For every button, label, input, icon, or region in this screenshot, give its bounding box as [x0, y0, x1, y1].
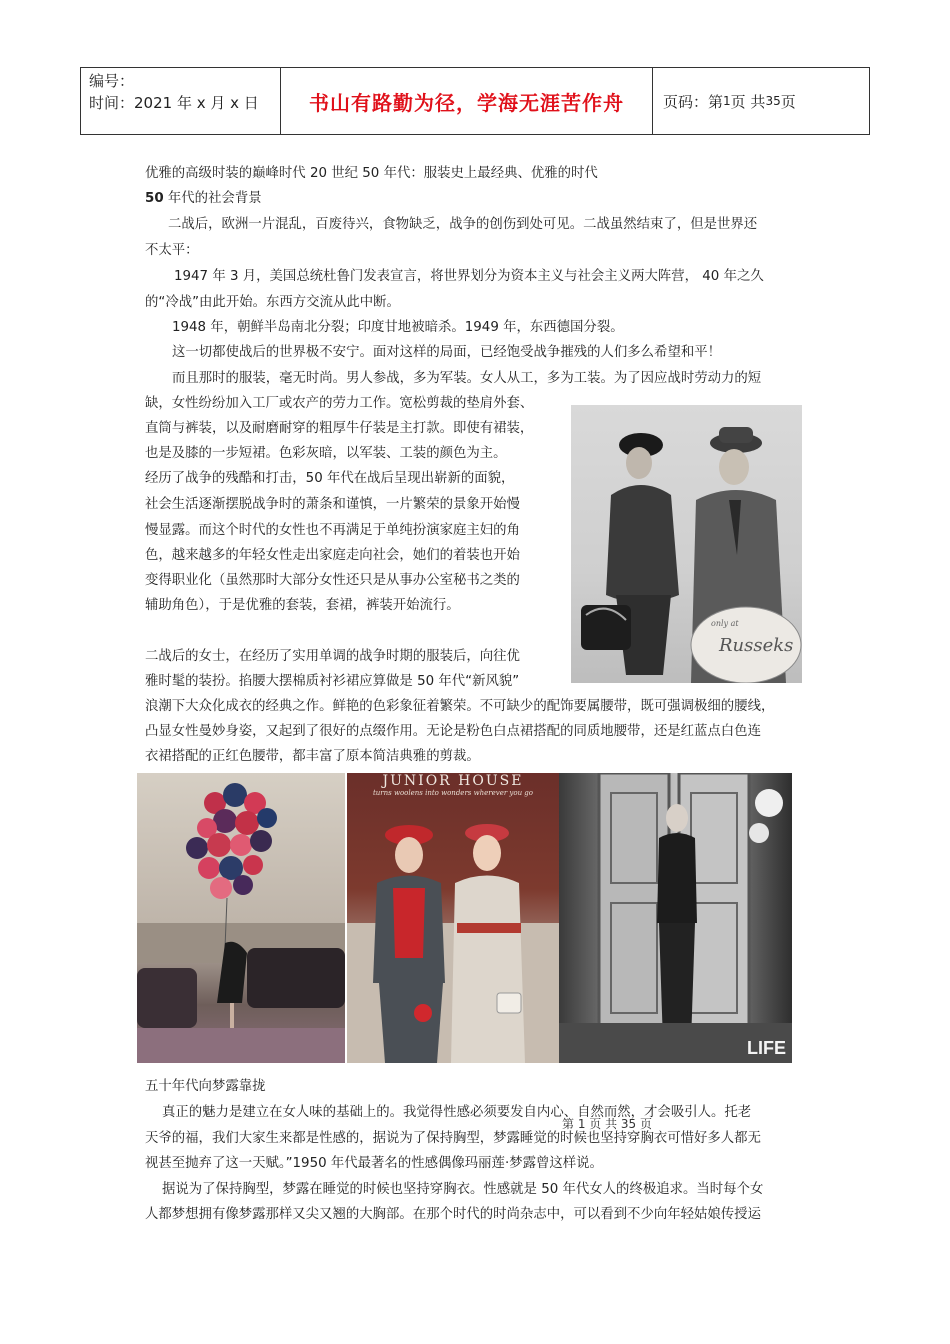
document-header [80, 67, 870, 135]
header-motto: 书山有路勤为径，学海无涯苦作舟 [281, 68, 653, 134]
section-heading-bold: 50 [145, 191, 164, 206]
page-suffix: 页 [780, 92, 796, 111]
paragraph-line: 的“冷战”由此开始。东西方交流从此中断。 [145, 295, 400, 310]
header-page-cell [653, 68, 869, 134]
paragraph-line: 辅助角色），于是优雅的套装，套裙，裤装开始流行。 [145, 598, 460, 613]
page-prefix: 页码：第 [663, 92, 724, 111]
paragraph-line: 这一切都使战后的世界极不安宁。面对这样的局面，已经饱受战争摧残的人们多么希望和平！ [172, 345, 722, 360]
fashion-photo-life [559, 773, 792, 1063]
paragraph-line: 也是及膝的一步短裙。色彩灰暗，以军装、工装的颜色为主。 [145, 446, 507, 461]
paragraph-line: 而且那时的服装，毫无时尚。男人参战，多为军装。女人从工，多为工装。为了因应战时劳动力的短 [172, 371, 762, 386]
page-total: 35 [765, 94, 781, 108]
page-number: 1 [723, 94, 731, 108]
paragraph-line: 真正的魅力是建立在女人味的基础上的。我觉得性感必须要发自内心、自然而然，才会吸引人。托老 [162, 1105, 752, 1120]
section-heading-1 [145, 186, 262, 212]
balloons-illustration [137, 773, 345, 1063]
magazine-subtitle: turns woolens into wonders wherever you go [372, 789, 534, 797]
paragraph-line: 二战后的女士，在经历了实用单调的战争时期的服装后，向往优 [145, 649, 520, 664]
paragraph-line: 凸显女性曼妙身姿，又起到了很好的点缀作用。无论是粉色白点裙搭配的同质地腰带，还是红蓝点白色连 [145, 724, 761, 739]
page-footer: 第 1 页 共 35 页 [562, 1117, 652, 1131]
fashion-photo-junior-house [347, 773, 559, 1063]
paragraph-line: 社会生活逐渐摆脱战争时的萧条和谨慎，一片繁荣的景象开始慢 [145, 497, 520, 512]
doc-title: 优雅的高级时装的巅峰时代 20 世纪 50 年代：服装史上最经典、优雅的时代 [145, 166, 598, 181]
paragraph-line: 视甚至抛弃了这一天赋。”1950 年代最著名的性感偶像玛丽莲·梦露曾这样说。 [145, 1156, 603, 1171]
paragraph-line: 二战后，欧洲一片混乱，百废待兴，食物缺乏，战争的创伤到处可见。二战虽然结束了，但是世界还 [168, 217, 758, 232]
paragraph-line: 1947 年 3 月，美国总统杜鲁门发表宣言，将世界划分为资本主义与社会主义两大阵营， 40 年之久 [174, 269, 764, 284]
paragraph-line: 天爷的福，我们大家生来都是性感的，据说为了保持胸型，梦露睡觉的时候也坚持穿胸衣可惜好多人都无 [145, 1131, 761, 1146]
section-heading-2: 五十年代向梦露靠拢 [145, 1079, 266, 1094]
paragraph-line: 慢显露。而这个时代的女性也不再满足于单纯扮演家庭主妇的角 [145, 523, 520, 538]
life-illustration [559, 773, 792, 1063]
paragraph-line: 缺，女性纷纷加入工厂或农产的劳力工作。宽松剪裁的垫肩外套、 [145, 396, 534, 411]
junior-house-illustration [347, 773, 559, 1063]
paragraph-line: 人都梦想拥有像梦露那样又尖又翘的大胸部。在那个时代的时尚杂志中，可以看到不少向年轻姑娘传授运 [145, 1207, 761, 1222]
time-label: 时间：2021 年 x 月 x 日 [89, 94, 259, 112]
paragraph-line: 不太平： [145, 243, 199, 258]
page-mid: 页 共 [730, 92, 766, 111]
fashion-photo-couple [571, 405, 802, 683]
paragraph-line: 变得职业化（虽然那时大部分女性还只是从事办公室秘书之类的 [145, 573, 520, 588]
section-heading-rest: 年代的社会背景 [163, 191, 262, 206]
paragraph-line: 直筒与裤装，以及耐磨耐穿的粗厚牛仔装是主打款。即使有裙装， [145, 421, 534, 436]
fashion-photo-balloons [137, 773, 345, 1063]
brand-tagline: only at [711, 619, 739, 628]
paragraph-line: 据说为了保持胸型，梦露在睡觉的时候也坚持穿胸衣。性感就是 50 年代女人的终极追求。当时每个女 [162, 1182, 764, 1197]
paragraph-line: 衣裙搭配的正红色腰带，都丰富了原本简洁典雅的剪裁。 [145, 749, 480, 764]
life-watermark: LIFE [747, 1038, 786, 1058]
paragraph-line: 色，越来越多的年轻女性走出家庭走向社会，她们的着装也开始 [145, 548, 520, 563]
brand-logo: Russeks [719, 635, 794, 656]
magazine-title: JUNIOR HOUSE [382, 773, 524, 789]
paragraph-line: 经历了战争的残酷和打击，50 年代在战后呈现出崭新的面貌， [145, 471, 515, 486]
paragraph-line: 浪潮下大众化成衣的经典之作。鲜艳的色彩象征着繁荣。不可缺少的配饰要属腰带，既可强调极细的腰线， [145, 699, 775, 714]
header-meta-cell [81, 68, 281, 134]
paragraph-line: 雅时髦的装扮。掐腰大摆棉质衬衫裙应算做是 50 年代“新风貌” [145, 674, 520, 689]
number-label: 编号： [89, 72, 135, 90]
paragraph-line: 1948 年，朝鲜半岛南北分裂；印度甘地被暗杀。1949 年，东西德国分裂。 [172, 320, 624, 335]
